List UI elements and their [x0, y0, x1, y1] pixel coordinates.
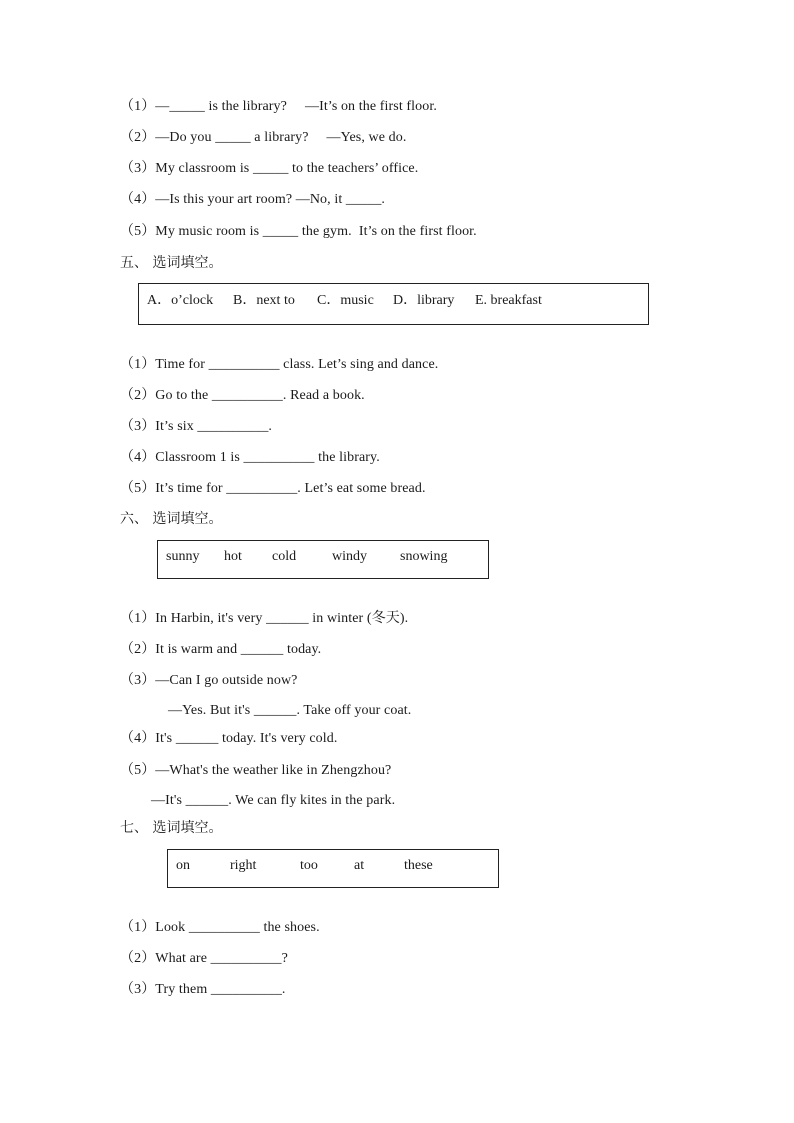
question-item: （1）—_____ is the library? —It’s on the first floor.	[120, 99, 437, 114]
word-bank-item: A．o’clock	[147, 293, 214, 308]
question-item: （2）What are __________?	[120, 951, 288, 966]
word-bank-box	[157, 540, 489, 579]
section-seven-heading: 七、 选词填空。	[120, 820, 223, 836]
word-bank-item: too	[300, 858, 318, 873]
question-item: （3）It’s six __________.	[120, 419, 273, 434]
section-six-heading: 六、 选词填空。	[120, 511, 223, 527]
word-bank-item: these	[404, 858, 433, 873]
question-item: （2）Go to the __________. Read a book.	[120, 388, 365, 403]
question-item: （5）It’s time for __________. Let’s eat some bread.	[120, 481, 426, 496]
word-bank-item: at	[354, 858, 365, 873]
word-bank-item: windy	[332, 549, 367, 564]
question-item: （1）Time for __________ class. Let’s sing and dance.	[120, 357, 439, 372]
word-bank-item: cold	[272, 549, 297, 564]
question-item: （2）It is warm and ______ today.	[120, 642, 322, 657]
word-bank-item: C．music	[317, 293, 374, 308]
question-item: —Yes. But it's ______. Take off your coat.	[168, 703, 412, 718]
question-item: （1）Look __________ the shoes.	[120, 920, 320, 935]
question-item: （5）My music room is _____ the gym. It’s on the first floor.	[120, 224, 477, 239]
word-bank-item: snowing	[400, 549, 448, 564]
word-bank-item: hot	[224, 549, 242, 564]
question-item: （4）It's ______ today. It's very cold.	[120, 731, 338, 746]
question-item: —It's ______. We can fly kites in the park.	[151, 793, 396, 808]
question-item: （1）In Harbin, it's very ______ in winter (冬天).	[120, 611, 409, 626]
question-item: （5）—What's the weather like in Zhengzhou?	[120, 763, 392, 778]
question-item: （3）Try them __________.	[120, 982, 286, 997]
question-item: （4）Classroom 1 is __________ the library.	[120, 450, 380, 465]
word-bank-item: right	[230, 858, 257, 873]
section-five-heading: 五、 选词填空。	[120, 255, 223, 271]
word-bank-item: D．library	[393, 293, 455, 308]
question-item: （3）—Can I go outside now?	[120, 673, 298, 688]
word-bank-box	[167, 849, 499, 888]
word-bank-item: B．next to	[233, 293, 295, 308]
word-bank-item: E. breakfast	[475, 293, 542, 308]
word-bank-item: sunny	[166, 549, 200, 564]
question-item: （3）My classroom is _____ to the teachers’ office.	[120, 161, 419, 176]
word-bank-item: on	[176, 858, 190, 873]
question-item: （4）—Is this your art room? —No, it _____.	[120, 192, 386, 207]
word-bank-box	[138, 283, 649, 325]
question-item: （2）—Do you _____ a library? —Yes, we do.	[120, 130, 407, 145]
